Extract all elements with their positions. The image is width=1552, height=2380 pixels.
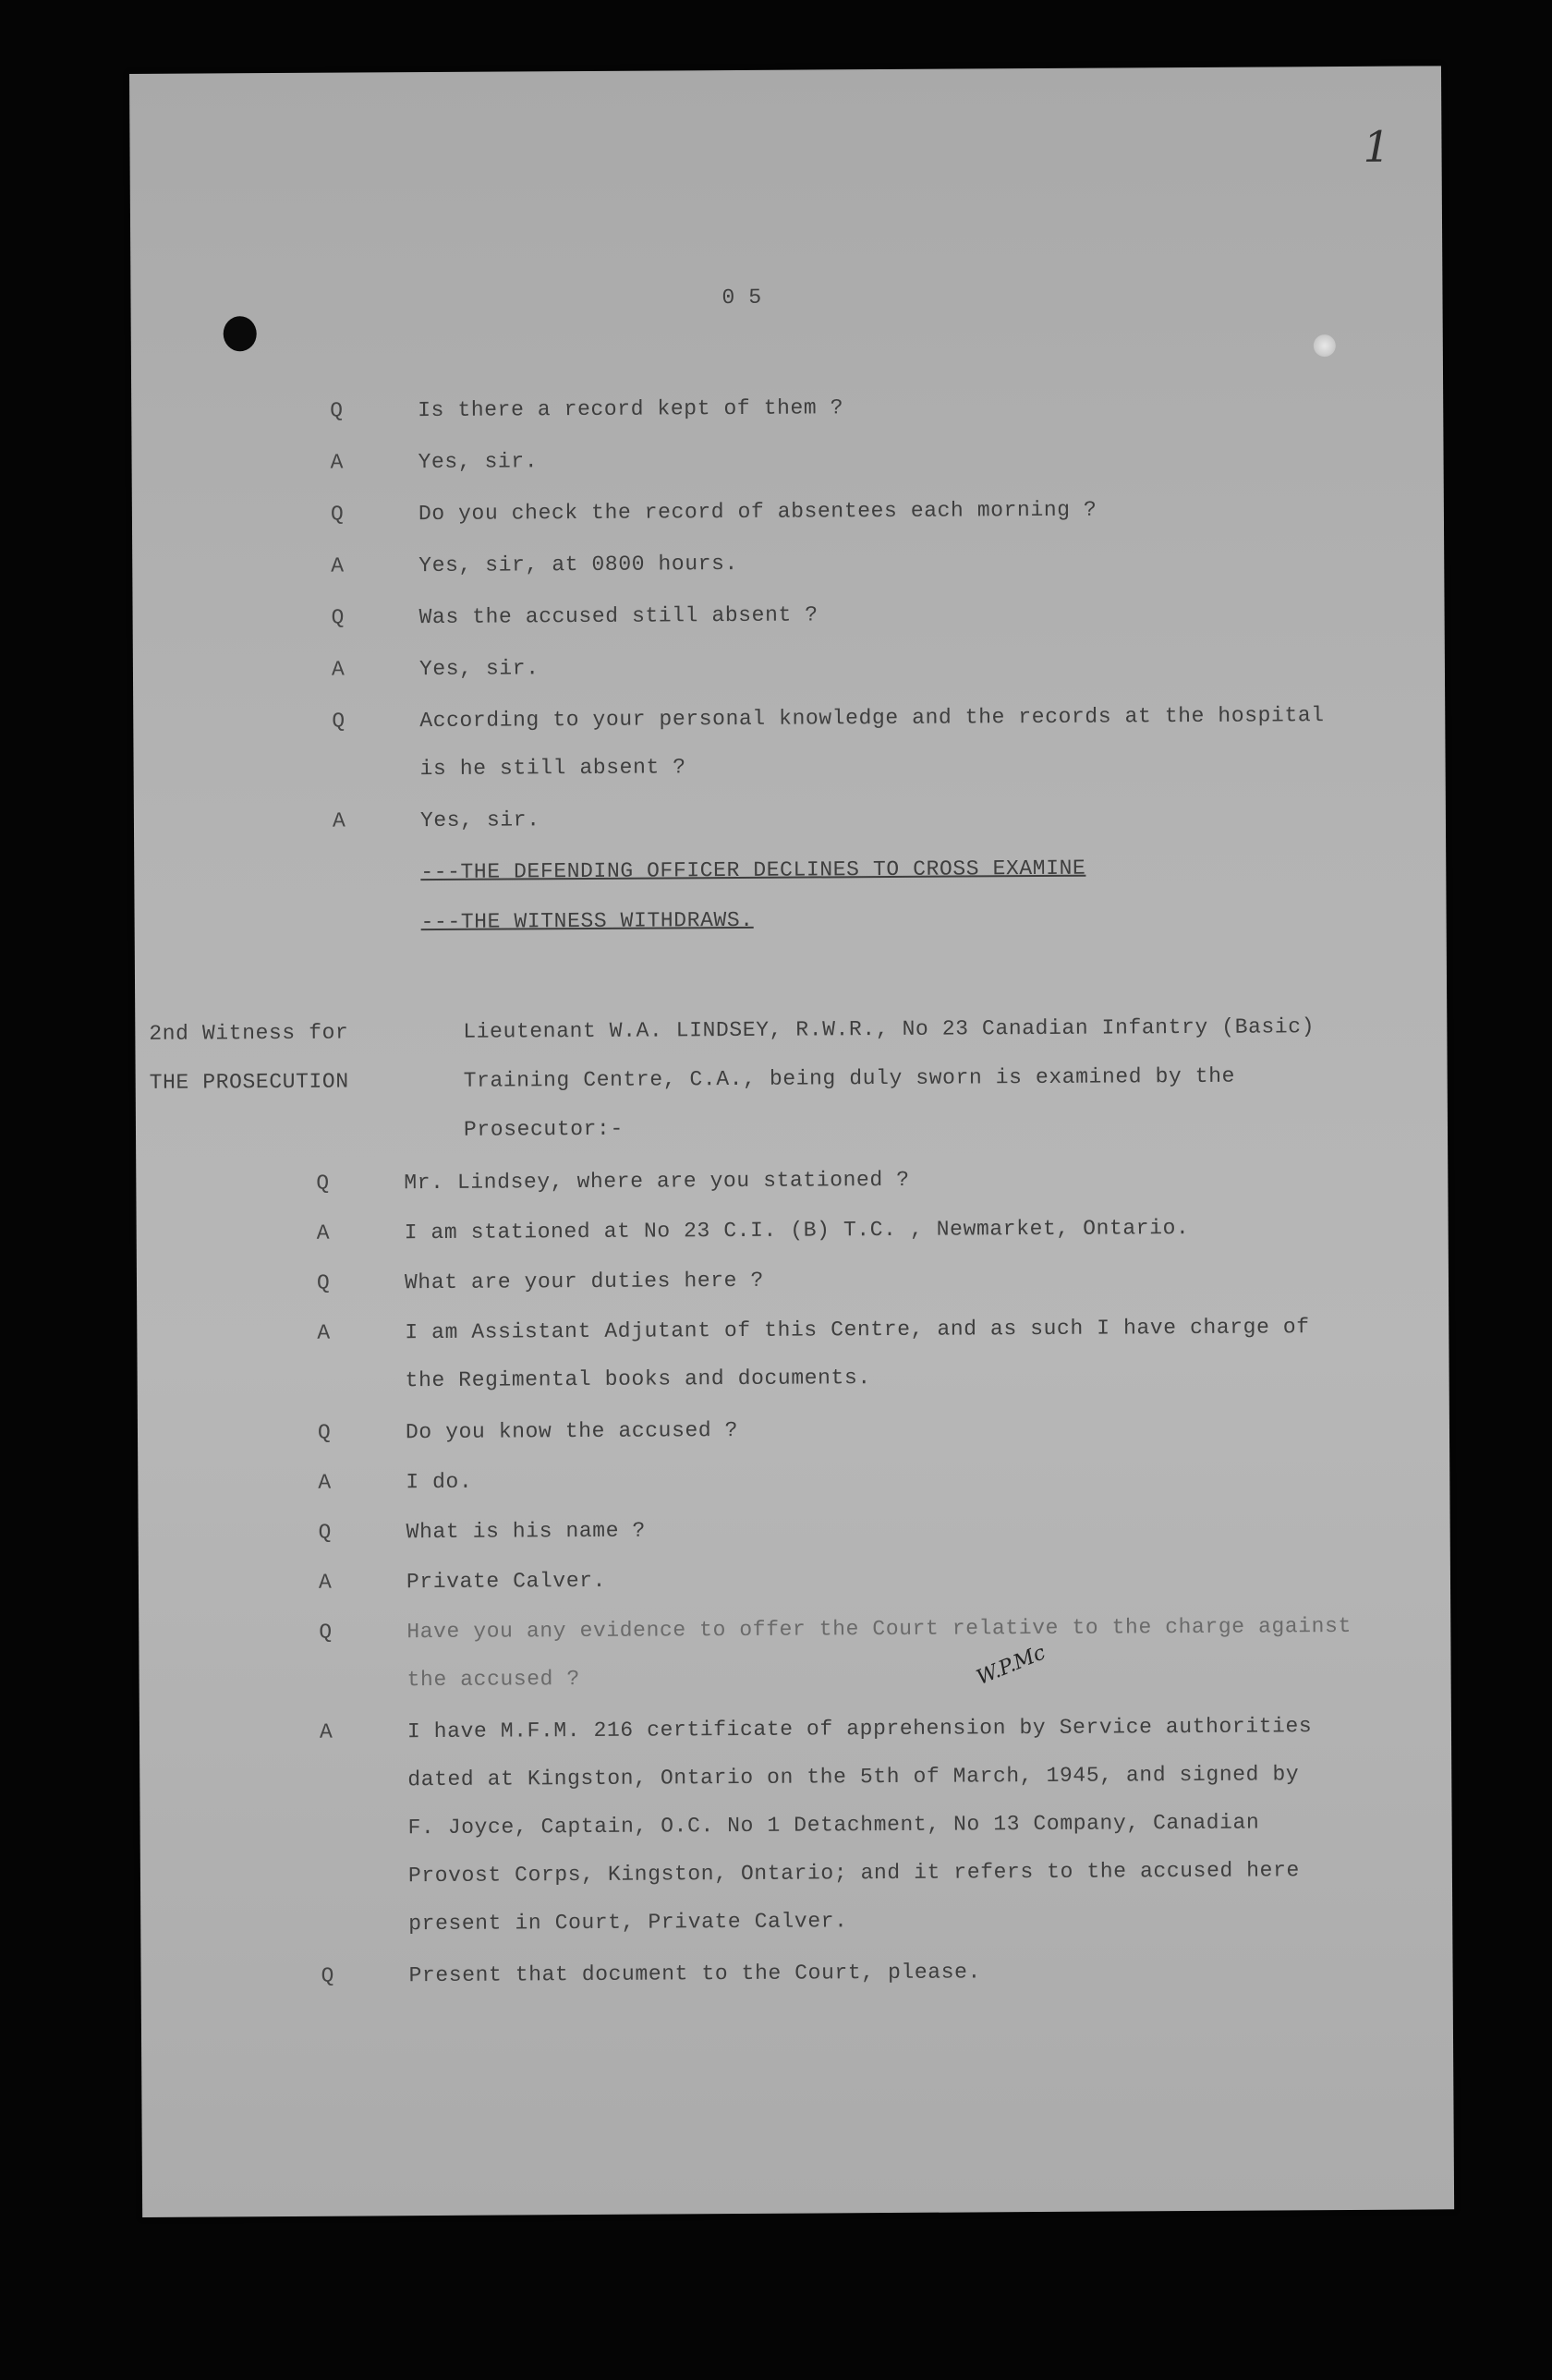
qa-speaker: A	[317, 1320, 331, 1345]
note-defending-officer: ---THE DEFENDING OFFICER DECLINES TO CROSS EXAMINE	[420, 856, 1086, 885]
qa-text-line: Have you any evidence to offer the Court relative to the charge against	[406, 1613, 1352, 1645]
qa-text-line: I am stationed at No 23 C.I. (B) T.C. , Newmarket, Ontario.	[404, 1216, 1190, 1245]
qa-speaker: A	[318, 1570, 333, 1595]
qa-speaker: Q	[330, 398, 344, 423]
qa-speaker: A	[332, 808, 346, 833]
qa-speaker: A	[319, 1719, 333, 1744]
handwritten-initials: W.P.Mc	[973, 1641, 1049, 1691]
qa-text: Yes, sir, at 0800 hours.	[418, 551, 738, 578]
handwritten-page-number: 1	[1363, 121, 1390, 172]
qa-text-line: Do you know the accused ?	[405, 1418, 739, 1445]
qa-text-line: Present that document to the Court, please.	[408, 1960, 981, 1988]
qa-speaker: A	[316, 1220, 331, 1245]
witness-intro-line: Training Centre, C.A., being duly sworn is examined by the	[463, 1063, 1236, 1093]
qa-text: Yes, sir.	[418, 656, 540, 682]
qa-speaker: Q	[331, 605, 346, 630]
qa-text-line: the accused ?	[406, 1667, 580, 1693]
qa-text-line: What is his name ?	[406, 1518, 646, 1545]
qa-text-line: present in Court, Private Calver.	[408, 1909, 848, 1937]
qa-speaker: A	[331, 657, 346, 682]
qa-speaker: Q	[316, 1171, 330, 1196]
qa-speaker: A	[331, 553, 345, 578]
qa-text-line: I do.	[406, 1469, 473, 1495]
qa-speaker: Q	[318, 1520, 333, 1545]
qa-speaker: Q	[316, 1270, 331, 1295]
witness-intro-line: Prosecutor:-	[463, 1116, 624, 1142]
typed-page-number: 0 5	[721, 285, 762, 310]
note-witness-withdraws: ---THE WITNESS WITHDRAWS.	[420, 907, 754, 935]
qa-text-line: Private Calver.	[406, 1568, 607, 1595]
paper-spot	[1314, 334, 1336, 357]
qa-text-line: What are your duties here ?	[404, 1268, 764, 1295]
qa-text-line: I am Assistant Adjutant of this Centre, and as such I have charge of	[405, 1315, 1310, 1345]
witness-label: 2nd Witness for	[149, 1020, 349, 1046]
qa-text-line: I have M.F.M. 216 certificate of apprehension by Service authorities	[406, 1714, 1313, 1744]
qa-text: Yes, sir.	[419, 808, 540, 833]
qa-text: Was the accused still absent ?	[418, 602, 818, 630]
document-page	[129, 66, 1454, 2217]
witness-intro-line: Lieutenant W.A. LINDSEY, R.W.R., No 23 Canadian Infantry (Basic)	[463, 1014, 1316, 1044]
qa-speaker: A	[330, 450, 345, 475]
qa-text-line: is he still absent ?	[419, 755, 686, 782]
qa-text: Do you check the record of absentees each morning ?	[418, 497, 1097, 527]
qa-speaker: Q	[319, 1620, 333, 1645]
qa-text: Yes, sir.	[418, 449, 539, 475]
punch-hole	[224, 316, 257, 351]
witness-label: THE PROSECUTION	[149, 1069, 349, 1095]
qa-speaker: Q	[321, 1963, 335, 1988]
qa-speaker: Q	[332, 709, 346, 734]
qa-text: Is there a record kept of them ?	[418, 395, 844, 423]
qa-text-line: the Regimental books and documents.	[405, 1366, 871, 1393]
qa-text-line: F. Joyce, Captain, O.C. No 1 Detachment, No 13 Company, Canadian	[407, 1810, 1260, 1840]
qa-speaker: A	[318, 1470, 332, 1495]
qa-speaker: Q	[317, 1420, 332, 1445]
qa-speaker: Q	[330, 502, 345, 527]
qa-text-line: Mr. Lindsey, where are you stationed ?	[404, 1167, 910, 1196]
qa-text-line: Provost Corps, Kingston, Ontario; and it refers to the accused here	[407, 1858, 1300, 1888]
qa-text-line: dated at Kingston, Ontario on the 5th of March, 1945, and signed by	[407, 1762, 1300, 1792]
qa-text-line: According to your personal knowledge and the records at the hospital	[419, 703, 1325, 734]
